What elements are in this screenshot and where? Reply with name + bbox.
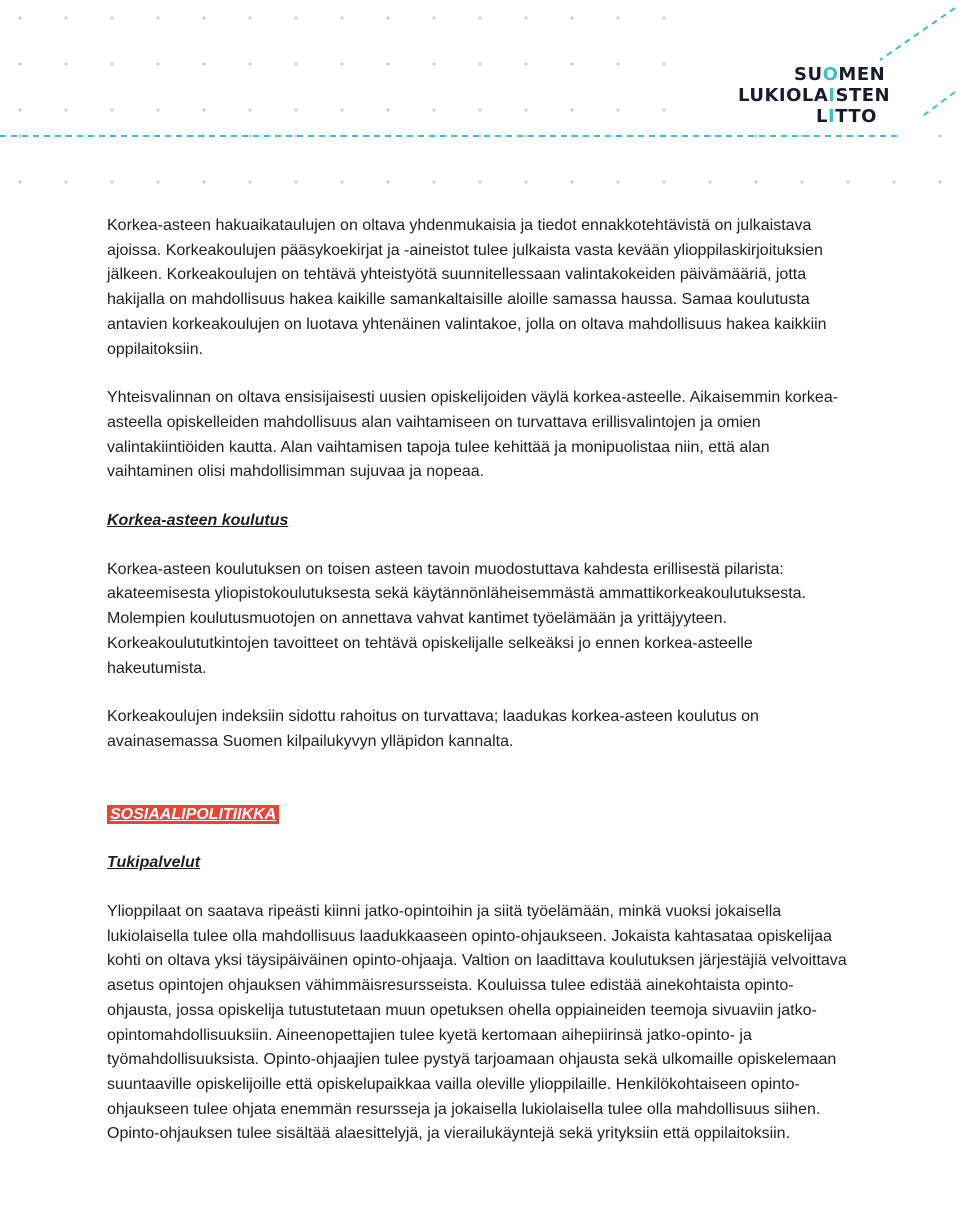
decor-dot bbox=[294, 16, 297, 19]
decor-dot bbox=[156, 180, 159, 183]
paragraph: Ylioppilaat on saatava ripeästi kiinni jatko-opintoihin ja siitä työelämään, minkä vuoksi jokaisella lukiolaisella tulee olla mahdollisuus laadukkaaseen opinto-ohjaukseen. Jokaista kahtasataa opiskelijaa kohti on oltava yksi täysipäiväinen opinto-ohjaaja. Valtion on laadittava koulutuksen järjestäjiä velvoittava asetus opintojen ohjauksen vähimmäisresursseista. Kouluissa tulee edistää ainekohtaista opinto-ohjausta, jossa opiskelija tutustutetaan muun opetuksen ohella oppiaineiden teemoja sivuaviin jatko-opintomahdollisuuksiin. Aineenopettajien tulee kyetä kertomaan aihepiirinsä jatko-opinto- ja työmahdollisuuksista. Opinto-ohjaajien tulee pystyä tarjoamaan ohjausta sekä ulkomaille opiskelemaan suuntaaville opiskelijoille että opiskelupaikkaa vailla oleville ylioppilaille. Henkilökohtaiseen opinto-ohjaukseen tulee ohjata enemmän resursseja ja jokaisella lukiolaisella tulee olla mahdollisuus siihen. Opinto-ohjauksen tulee sisältää alaesittelyjä, ja vierailukäyntejä sekä yrityksiin että oppilaitoksiin. bbox=[107, 903, 847, 1143]
decor-dot bbox=[800, 180, 803, 183]
decor-dot bbox=[202, 16, 205, 19]
decor-dot bbox=[202, 108, 205, 111]
decor-dot bbox=[248, 16, 251, 19]
decor-dot bbox=[294, 180, 297, 183]
decor-dot bbox=[662, 16, 665, 19]
decor-dot bbox=[478, 108, 481, 111]
decor-dot bbox=[386, 16, 389, 19]
subheading-korkea-asteen-koulutus: Korkea-asteen koulutus bbox=[107, 512, 289, 530]
decor-dot bbox=[340, 16, 343, 19]
logo-line: LUKIOLAISTEN bbox=[738, 85, 891, 106]
decor-dot bbox=[432, 180, 435, 183]
decor-dot bbox=[524, 180, 527, 183]
decor-dot bbox=[938, 180, 941, 183]
decor-dot bbox=[478, 16, 481, 19]
decor-dot bbox=[432, 62, 435, 65]
decor-dot bbox=[386, 180, 389, 183]
organization-logo bbox=[738, 64, 890, 127]
subheading-tukipalvelut: Tukipalvelut bbox=[107, 854, 201, 872]
decor-dot bbox=[662, 180, 665, 183]
decor-dot bbox=[156, 62, 159, 65]
decor-dot bbox=[64, 62, 67, 65]
decor-dot bbox=[18, 62, 21, 65]
decor-dot bbox=[616, 62, 619, 65]
decor-dot bbox=[478, 180, 481, 183]
decor-dot bbox=[754, 180, 757, 183]
logo-line: SUOMEN bbox=[794, 64, 886, 85]
decor-accent-line bbox=[920, 92, 955, 118]
paragraph: Korkea-asteen hakuaikataulujen on oltava yhdenmukaisia ja tiedot ennakkotehtävistä on julkaistava ajoissa. Korkeakoulujen pääsykoekirjat ja -aineistot tulee julkaista vasta kevään ylioppilaskirjoituksien jälkeen. Korkeakoulujen on tehtävä yhteistyötä suunnitellessaan valintakokeiden päivämääriä, jotta hakijalla on mahdollisuus hakea kaikille samankaltaisille aloille samassa haussa. Samaa koulutusta antavien korkeakoulujen on luotava yhtenäinen valintakoe, jolla on oltava mahdollisuus hakea kaikkiin oppilaitoksiin. bbox=[107, 217, 827, 358]
decor-dot bbox=[846, 180, 849, 183]
decor-accent-line bbox=[880, 8, 955, 60]
decor-dot bbox=[64, 16, 67, 19]
decor-dot bbox=[156, 108, 159, 111]
section-label-sosiaalipolitiikka: SOSIAALIPOLITIIKKA bbox=[107, 805, 279, 824]
decor-dot bbox=[248, 180, 251, 183]
decor-dot bbox=[524, 108, 527, 111]
decor-dot bbox=[616, 180, 619, 183]
decor-dot bbox=[248, 62, 251, 65]
paragraph: Korkea-asteen koulutuksen on toisen asteen tavoin muodostuttava kahdesta erillisestä pilarista: akateemisesta yliopistokoulutuksesta sekä käytännönläheisemmästä ammattikorkeakoulutuksesta. Molempien koulutusmuotojen on annettava vahvat kantimet työelämään ja yrittäjyyteen. Korkeakoulututkintojen tavoitteet on tehtävä opiskelijalle selkeäksi jo ennen korkea-asteelle hakeutumista. bbox=[107, 560, 807, 677]
decor-dot bbox=[386, 108, 389, 111]
decor-dot bbox=[938, 134, 941, 137]
decor-dot bbox=[432, 16, 435, 19]
decor-dot bbox=[18, 108, 21, 111]
decor-dot bbox=[662, 62, 665, 65]
decor-dot bbox=[570, 108, 573, 111]
decor-dot bbox=[478, 62, 481, 65]
paragraph: Korkeakoulujen indeksiin sidottu rahoitus on turvattava; laadukas korkea-asteen koulutus on avainasemassa Suomen kilpailukyvyn ylläpidon kannalta. bbox=[107, 708, 759, 750]
decor-dot bbox=[570, 16, 573, 19]
decor-dot bbox=[18, 134, 21, 137]
decor-dot bbox=[616, 108, 619, 111]
decor-dot bbox=[708, 180, 711, 183]
decor-dot bbox=[432, 108, 435, 111]
decor-dot bbox=[18, 16, 21, 19]
decor-dot bbox=[892, 180, 895, 183]
decor-dot bbox=[18, 180, 21, 183]
decor-dot bbox=[248, 108, 251, 111]
decor-dot bbox=[110, 180, 113, 183]
decor-dot bbox=[110, 62, 113, 65]
decor-dot bbox=[156, 16, 159, 19]
decor-dot bbox=[340, 62, 343, 65]
decor-dot bbox=[64, 180, 67, 183]
decor-dot bbox=[294, 108, 297, 111]
decor-dot bbox=[524, 16, 527, 19]
decor-dot bbox=[110, 16, 113, 19]
decor-dot bbox=[294, 62, 297, 65]
decor-dot bbox=[340, 108, 343, 111]
document-body bbox=[107, 214, 852, 1147]
decor-dot bbox=[340, 180, 343, 183]
decor-dot bbox=[386, 62, 389, 65]
paragraph: Yhteisvalinnan on oltava ensisijaisesti uusien opiskelijoiden väylä korkea-asteelle. Aikaisemmin korkea-asteella opiskelleiden mahdollisuus alan vaihtamiseen on turvattava erillisvalintojen ja omien valintakiintiöiden kautta. Alan vaihtamisen tapoja tulee kehittää ja monipuolistaa niin, että alan vaihtaminen olisi mahdollisimman sujuvaa ja nopeaa. bbox=[107, 389, 839, 481]
decor-dot bbox=[570, 180, 573, 183]
decor-dot bbox=[662, 108, 665, 111]
decor-dot bbox=[248, 134, 251, 137]
decor-dot bbox=[524, 62, 527, 65]
decor-dot bbox=[570, 62, 573, 65]
decor-dot bbox=[64, 108, 67, 111]
logo-line: LITTO bbox=[816, 106, 877, 127]
decor-dot bbox=[202, 180, 205, 183]
decor-dot bbox=[110, 108, 113, 111]
decor-dot bbox=[616, 16, 619, 19]
decor-dot bbox=[524, 134, 527, 137]
decor-dot bbox=[754, 134, 757, 137]
decor-dot bbox=[202, 62, 205, 65]
